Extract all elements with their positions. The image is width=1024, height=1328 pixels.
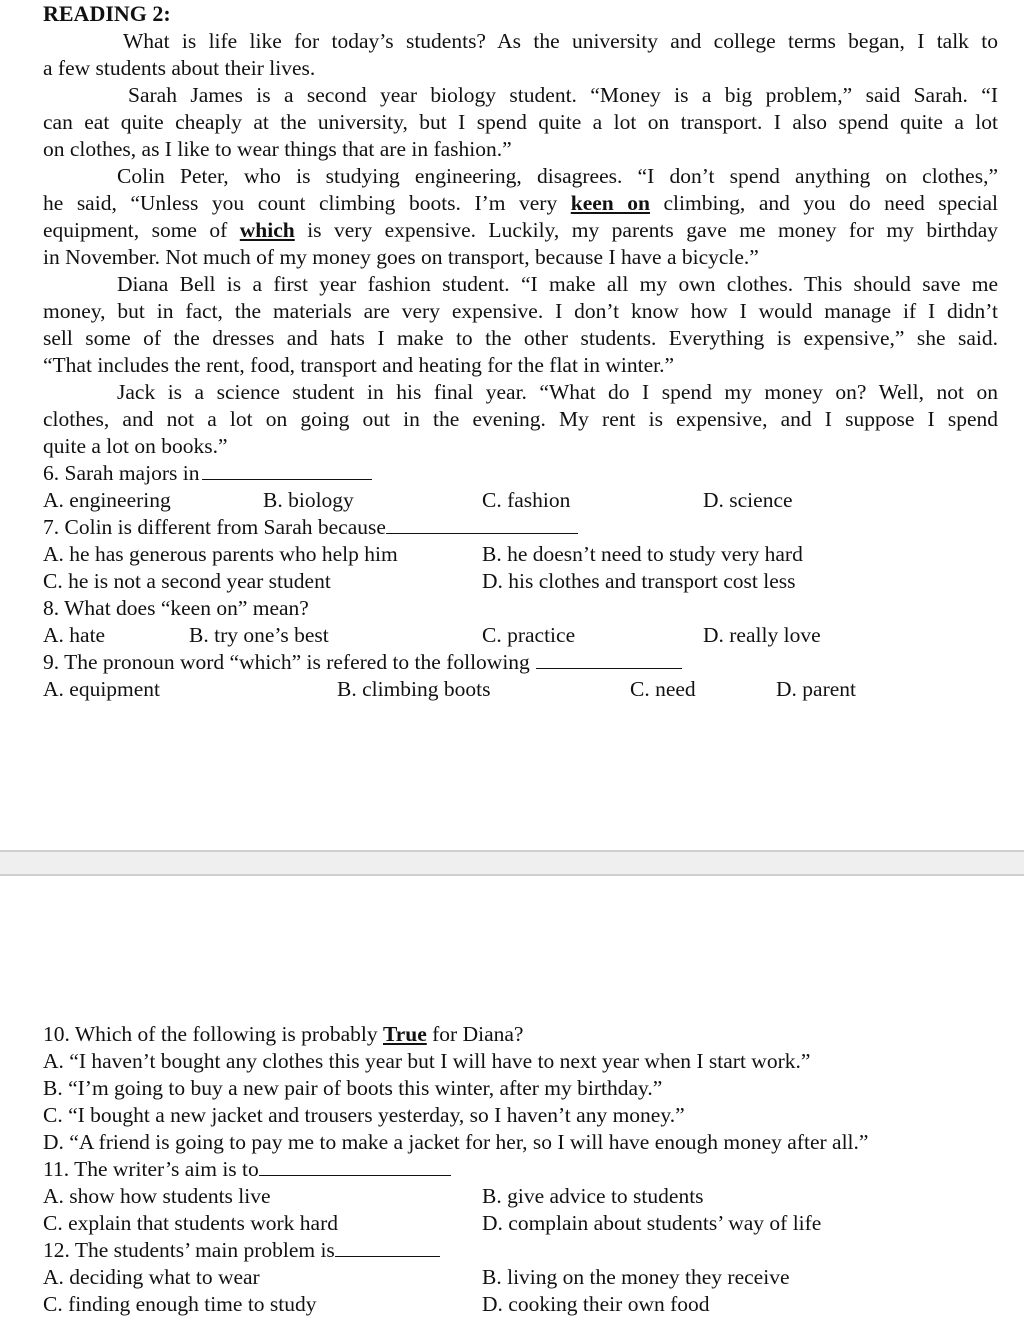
question-text: 7. Colin is different from Sarah because xyxy=(43,515,386,539)
keyword-true: True xyxy=(382,1022,427,1046)
q6-option-b: B. biology xyxy=(263,488,354,512)
question-9-stem xyxy=(43,649,998,676)
passage-line: a few students about their lives. xyxy=(43,56,316,80)
passage-line: in November. Not much of my money goes on transport, because I have a bicycle.” xyxy=(43,245,759,269)
q10-option-d: D. “A friend is going to pay me to make a jacket for her, so I will have enough money after all.” xyxy=(43,1130,869,1154)
q9-option-c: C. need xyxy=(630,677,696,701)
q7-option-a: A. he has generous parents who help him xyxy=(43,542,398,566)
q8-option-c: C. practice xyxy=(482,623,576,647)
q10-option-c: C. “I bought a new jacket and trousers yesterday, so I haven’t any money.” xyxy=(43,1103,685,1127)
q9-option-a: A. equipment xyxy=(43,677,161,701)
passage-line: can eat quite cheaply at the university, but I spend quite a lot on transport. I also spend quite a lot xyxy=(43,110,998,134)
passage-line: What is life like for today’s students? As the university and college terms began, I talk to xyxy=(123,29,998,53)
q6-option-a: A. engineering xyxy=(43,488,171,512)
passage-text: equipment, some of xyxy=(43,218,240,242)
question-text: for Diana? xyxy=(426,1022,524,1046)
passage-line: on clothes, as I like to wear things that are in fashion.” xyxy=(43,137,512,161)
answer-blank xyxy=(202,461,372,480)
q12-option-a: A. deciding what to wear xyxy=(43,1265,260,1289)
passage-line: Jack is a science student in his final year. “What do I spend my money on? Well, not on xyxy=(117,380,998,404)
answer-blank xyxy=(386,515,578,534)
q7-option-c: C. he is not a second year student xyxy=(43,569,331,593)
q6-option-d: D. science xyxy=(703,488,793,512)
passage-line: Colin Peter, who is studying engineering, disagrees. “I don’t spend anything on clothes,” xyxy=(117,164,998,188)
q9-option-b: B. climbing boots xyxy=(337,677,491,701)
passage-line xyxy=(43,217,998,244)
q6-option-c: C. fashion xyxy=(482,488,571,512)
q12-option-d: D. cooking their own food xyxy=(482,1292,710,1316)
q8-option-d: D. really love xyxy=(703,623,821,647)
q11-option-d: D. complain about students’ way of life xyxy=(482,1211,822,1235)
q12-option-c: C. finding enough time to study xyxy=(43,1292,317,1316)
question-text: 12. The students’ main problem is xyxy=(43,1238,335,1262)
q11-option-c: C. explain that students work hard xyxy=(43,1211,338,1235)
keyword-keen-on: keen on xyxy=(570,191,650,215)
keyword-which: which xyxy=(239,218,295,242)
document-page-2 xyxy=(0,876,1024,1328)
passage-line: money, but in fact, the materials are very expensive. I don’t know how I would manage if I didn’t xyxy=(43,299,998,323)
answer-blank xyxy=(335,1238,440,1257)
page-break-gap xyxy=(0,850,1024,876)
question-text: 9. The pronoun word “which” is refered to the following xyxy=(43,650,530,674)
passage-line xyxy=(43,190,998,217)
answer-blank xyxy=(259,1157,451,1176)
answer-blank xyxy=(536,650,682,669)
reading-heading: READING 2: xyxy=(43,1,171,26)
passage-text: is very expensive. Luckily, my parents gave me money for my birthday xyxy=(294,218,998,242)
passage-line: Sarah James is a second year biology student. “Money is a big problem,” said Sarah. “I xyxy=(128,83,998,107)
question-6-stem xyxy=(43,460,998,487)
q10-option-a: A. “I haven’t bought any clothes this year but I will have to next year when I start work.” xyxy=(43,1049,811,1073)
question-text: 6. Sarah majors in xyxy=(43,461,200,485)
passage-text: climbing, and you do need special xyxy=(649,191,998,215)
q10-option-b: B. “I’m going to buy a new pair of boots this winter, after my birthday.” xyxy=(43,1076,663,1100)
passage-line: sell some of the dresses and hats I make to the other students. Everything is expensive,” she said. xyxy=(43,326,998,350)
q11-option-b: B. give advice to students xyxy=(482,1184,704,1208)
q12-option-b: B. living on the money they receive xyxy=(482,1265,790,1289)
passage-line: quite a lot on books.” xyxy=(43,434,228,458)
q8-option-a: A. hate xyxy=(43,623,106,647)
q11-option-a: A. show how students live xyxy=(43,1184,271,1208)
question-12-stem xyxy=(43,1237,998,1264)
passage-line: clothes, and not a lot on going out in the evening. My rent is expensive, and I suppose I spend xyxy=(43,407,998,431)
q7-option-b: B. he doesn’t need to study very hard xyxy=(482,542,803,566)
question-text: 10. Which of the following is probably xyxy=(43,1022,383,1046)
question-11-stem xyxy=(43,1156,998,1183)
question-8-stem: 8. What does “keen on” mean? xyxy=(43,596,309,620)
passage-line: Diana Bell is a first year fashion student. “I make all my own clothes. This should save me xyxy=(117,272,998,296)
passage-text: he said, “Unless you count climbing boots. I’m very xyxy=(43,191,571,215)
question-text: 11. The writer’s aim is to xyxy=(43,1157,259,1181)
q9-option-d: D. parent xyxy=(776,677,856,701)
q8-option-b: B. try one’s best xyxy=(189,623,329,647)
question-10-stem xyxy=(43,1021,998,1048)
passage-line: “That includes the rent, food, transport and heating for the flat in winter.” xyxy=(43,353,675,377)
question-7-stem xyxy=(43,514,998,541)
q7-option-d: D. his clothes and transport cost less xyxy=(482,569,796,593)
